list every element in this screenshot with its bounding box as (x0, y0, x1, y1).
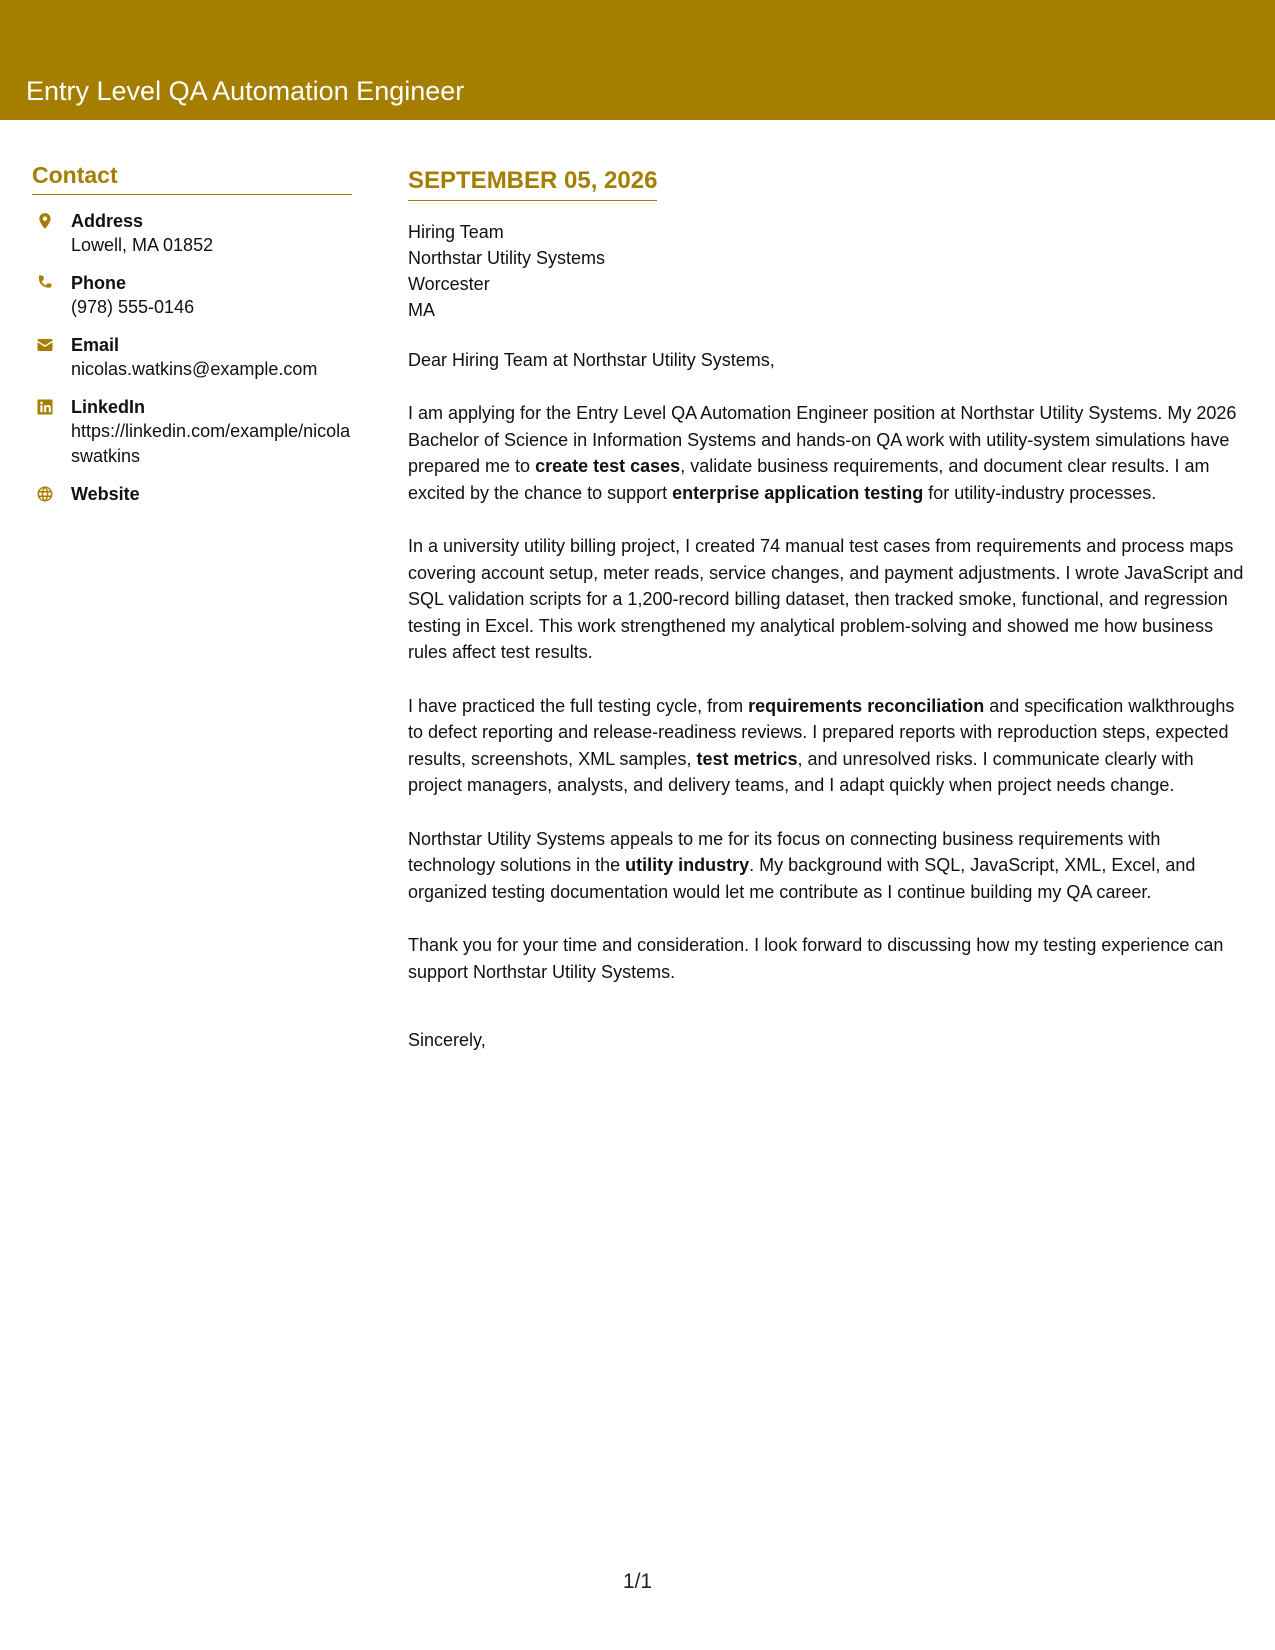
contact-phone (32, 271, 352, 320)
emphasis-text: enterprise application testing (672, 482, 924, 503)
contact-label-address: Address (71, 211, 144, 231)
letter-date: SEPTEMBER 05, 2026 (408, 165, 657, 201)
contact-sidebar (32, 160, 352, 519)
paragraph-text: I have practiced the full testing cycle, from (408, 695, 749, 716)
contact-label-linkedin: LinkedIn (71, 397, 146, 417)
paragraph-text: Thank you for your time and consideration. I look forward to discussing how my testing experience can support Northstar Utility Systems. (408, 935, 1224, 982)
letter-paragraph (408, 693, 1248, 799)
letter-paragraph (408, 932, 1248, 985)
paragraph-text: . My background with SQL, JavaScript, XML, Excel, and organized testing documentation would let me contribute as I continue building my QA career. (408, 855, 1196, 902)
contact-heading: Contact (32, 160, 352, 195)
paragraph-text: I am applying for the Entry Level QA Automation Engineer position at Northstar Utility Systems. My 2026 Bachelor of Science in Information Systems and hands-on QA work with utility-system simulations have prepared me to (408, 403, 1237, 476)
contact-website (32, 482, 352, 506)
contact-email (32, 333, 352, 382)
letter-body (408, 165, 1248, 1053)
letter-paragraph (408, 400, 1248, 506)
closing: Sincerely, (408, 1030, 486, 1050)
linkedin-icon (35, 397, 55, 417)
contact-address (32, 209, 352, 258)
letter-paragraph (408, 826, 1248, 906)
paragraph-text: In a university utility billing project, I created 74 manual test cases from requirements and process maps covering account setup, meter reads, service changes, and payment adjustments. I wrote JavaScript and SQL validation scripts for a 1,200-record billing dataset, then tracked smoke, functional, and regression testing in Excel. This work strengthened my analytical problem-solving and showed me how business rules affect test results. (408, 536, 1244, 662)
page-number: 1/1 (622, 1570, 653, 1593)
paragraph-text: , validate business requirements, and document clear results. I am excited by the chance to support (408, 456, 1210, 503)
phone-icon (35, 273, 55, 293)
recipient-line: Hiring Team (408, 222, 504, 242)
contact-list (32, 209, 352, 506)
contact-value-phone: (978) 555-0146 (71, 297, 195, 317)
contact-value-email[interactable]: nicolas.watkins@example.com (71, 359, 318, 379)
contact-value-linkedin[interactable]: https://linkedin.com/example/nicolaswatkins (71, 421, 351, 466)
envelope-icon (35, 335, 55, 355)
globe-icon (35, 484, 55, 504)
contact-label-phone: Phone (71, 273, 127, 293)
paragraph-text: and specification walkthroughs to defect reporting and release-readiness reviews. I prepared reports with reproduction steps, expected results, screenshots, XML samples, (408, 695, 1235, 769)
page-header (0, 0, 1275, 120)
emphasis-text: test metrics (696, 748, 798, 769)
contact-label-website: Website (71, 484, 140, 504)
salutation: Dear Hiring Team at Northstar Utility Systems, (408, 350, 775, 370)
paragraph-text: , and unresolved risks. I communicate clearly with project managers, analysts, and delivery teams, and I adapt quickly when project needs change. (408, 748, 1194, 795)
emphasis-text: create test cases (535, 456, 681, 476)
contact-label-email: Email (71, 335, 120, 355)
paragraph-text: for utility-industry processes. (923, 482, 1157, 503)
emphasis-text: requirements reconciliation (748, 695, 985, 716)
paragraph-text: Northstar Utility Systems appeals to me for its focus on connecting business requirements with technology solutions in the (408, 828, 1161, 875)
recipient-line: MA (408, 300, 435, 320)
recipient-block (408, 219, 1248, 323)
map-pin-icon (35, 211, 55, 231)
recipient-line: Worcester (408, 274, 490, 294)
contact-value-address: Lowell, MA 01852 (71, 235, 214, 255)
letter-paragraph (408, 533, 1248, 666)
page-title: Entry Level QA Automation Engineer (26, 76, 465, 106)
recipient-line: Northstar Utility Systems (408, 248, 606, 268)
emphasis-text: utility industry (625, 855, 750, 875)
contact-linkedin (32, 395, 352, 469)
